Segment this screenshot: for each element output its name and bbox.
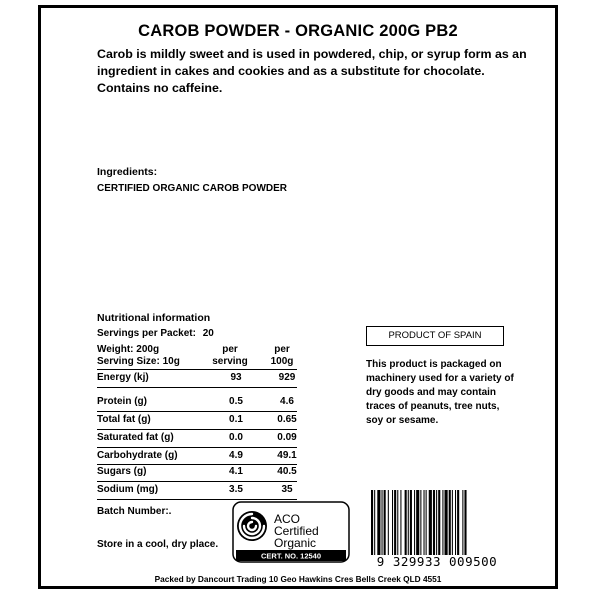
- barcode-bar: [397, 490, 398, 556]
- table-rule: [97, 411, 297, 412]
- nutrition-heading: Nutritional information: [97, 312, 211, 324]
- servings-per-packet: [97, 328, 214, 339]
- aco-certified-organic-logo: [232, 501, 350, 563]
- product-description: Carob is mildly sweet and is used in powdered, chip, or syrup form as an ingredient in cakes and cookies and as a substitute for chocolate. Contains no caffeine.: [97, 47, 527, 95]
- barcode-bar: [426, 490, 427, 556]
- value-per-100g: 929: [278, 372, 296, 383]
- col-per-serving-line1: per: [222, 344, 238, 355]
- barcode-bar: [408, 490, 409, 556]
- origin-box: PRODUCT OF SPAIN: [366, 326, 504, 346]
- value-per-serving: 4.9: [229, 450, 243, 461]
- aco-line2: Certified: [274, 524, 319, 538]
- servings-label: Servings per Packet:: [97, 328, 196, 339]
- value-per-serving: 0.0: [229, 432, 243, 443]
- value-per-100g: 0.65: [277, 414, 297, 425]
- servings-value: 20: [202, 328, 214, 339]
- weight-serving-size: [97, 344, 180, 368]
- value-per-100g: 0.09: [277, 432, 297, 443]
- barcode-bar: [455, 490, 456, 556]
- product-title: CAROB POWDER - ORGANIC 200G PB2: [138, 22, 458, 40]
- barcode-bar: [457, 490, 459, 556]
- nutrient-name: Protein (g): [97, 396, 147, 407]
- aco-line3: Organic: [274, 536, 317, 550]
- barcode-bar: [462, 490, 463, 556]
- barcode-bar: [392, 490, 393, 556]
- aco-swirl-icon: [237, 511, 267, 541]
- nutrient-name: Sugars (g): [97, 466, 147, 477]
- barcode-bar: [414, 490, 415, 556]
- product-label: [38, 5, 558, 589]
- packed-by: Packed by Dancourt Trading 10 Geo Hawkins Cres Bells Creek QLD 4551: [154, 574, 442, 584]
- col-per-serving-line2: serving: [212, 356, 248, 367]
- nutrient-name: Sodium (mg): [97, 484, 159, 495]
- value-per-serving: 93: [230, 372, 242, 383]
- barcode-bar: [438, 490, 440, 556]
- barcode-bar: [436, 490, 437, 556]
- barcode-bar: [429, 490, 432, 556]
- value-per-serving: 4.1: [229, 466, 243, 477]
- batch-number: Batch Number:.: [97, 506, 172, 517]
- nutrient-name: Saturated fat (g): [97, 432, 174, 443]
- value-per-serving: 3.5: [229, 484, 243, 495]
- barcode-bar: [384, 490, 386, 556]
- table-rule: [97, 447, 297, 448]
- value-per-100g: 35: [281, 484, 293, 495]
- barcode-bar: [416, 490, 419, 556]
- barcode-bar: [388, 490, 389, 556]
- col-per-100g-line1: per: [274, 344, 290, 355]
- aco-line1: ACO: [274, 512, 301, 526]
- storage-instructions: Store in a cool, dry place.: [97, 539, 219, 550]
- table-rule: [97, 387, 297, 388]
- barcode-bar: [449, 490, 451, 556]
- barcode-bar: [405, 490, 407, 556]
- nutrient-name: Energy (kj): [97, 372, 149, 383]
- barcode-bar: [400, 490, 401, 556]
- allergen-note: This product is packaged on machinery used for a variety of dry goods and may contain traces of peanuts, tree nuts, soy or sesame.: [366, 359, 514, 426]
- table-rule: [97, 481, 297, 482]
- aco-cert-number: CERT. NO. 12540: [260, 551, 322, 561]
- nutrient-name: Total fat (g): [97, 414, 151, 425]
- barcode-bar: [382, 490, 383, 556]
- barcode-bar: [410, 490, 412, 556]
- barcode-bar: [442, 490, 443, 556]
- barcode-bar: [377, 490, 380, 556]
- ingredients-heading: Ingredients:: [97, 166, 158, 178]
- value-per-serving: 0.5: [229, 396, 243, 407]
- col-per-100g-line2: 100g: [270, 356, 294, 367]
- nutrient-name: Carbohydrate (g): [97, 450, 178, 461]
- weight-text: Weight: 200g: [97, 344, 160, 355]
- table-rule: [97, 464, 297, 465]
- barcode-bar: [394, 490, 396, 556]
- value-per-100g: 49.1: [277, 450, 297, 461]
- table-rule: [97, 369, 297, 370]
- table-rule: [97, 499, 297, 500]
- value-per-100g: 40.5: [277, 466, 297, 477]
- column-header-per-100g: [253, 344, 311, 368]
- barcode-bar: [424, 490, 425, 556]
- barcode-number: 9 329933 009500: [369, 555, 505, 569]
- value-per-100g: 4.6: [280, 396, 294, 407]
- barcode-bar: [445, 490, 448, 556]
- table-rule: [97, 429, 297, 430]
- value-per-serving: 0.1: [229, 414, 243, 425]
- barcode-bar: [433, 490, 435, 556]
- ingredients-text: CERTIFIED ORGANIC CAROB POWDER: [97, 183, 287, 194]
- barcode-bar: [452, 490, 453, 556]
- serving-size-text: Serving Size: 10g: [97, 356, 180, 367]
